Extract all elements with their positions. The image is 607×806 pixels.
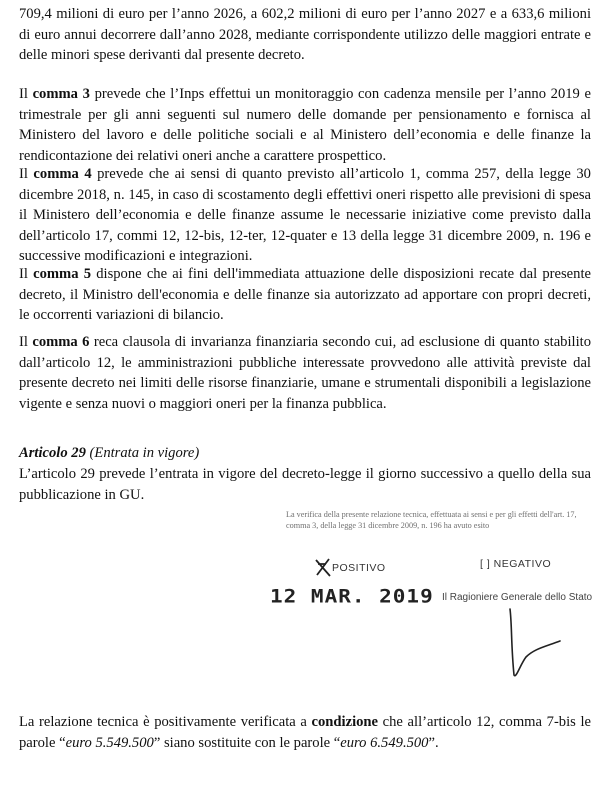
- comma-label: comma 3: [32, 86, 90, 102]
- paragraph-text: che all’articolo 12, comma 7-bis le parole “: [19, 714, 591, 751]
- handwritten-signature: [504, 605, 564, 685]
- stamp-option-negative: [ ] NEGATIVO: [480, 558, 552, 570]
- paragraph-comma-5: [19, 264, 591, 326]
- stamp-date: 12 MAR. 2019: [270, 585, 434, 607]
- paragraph-comma-4: [19, 164, 591, 267]
- amount-old: euro 5.549.500: [65, 734, 154, 751]
- stamp-note: La verifica della presente relazione tecnica, effettuata ai sensi e per gli effetti dell'art. 17, comma 3, della legge 31 dicembre 2009, n. 196 ha avuto esito: [286, 510, 577, 530]
- stamp-signatory-role: Il Ragioniere Generale dello Stato: [442, 592, 593, 603]
- comma-label: comma 6: [32, 334, 90, 350]
- article-29-heading: [19, 443, 199, 463]
- paragraph-conclusion: [19, 712, 591, 753]
- article-title: (Entrata in vigore): [85, 445, 200, 461]
- paragraph-lead: Il: [19, 166, 34, 182]
- paragraph-article-29: [19, 464, 591, 505]
- stamp-option-positive: POSITIVO: [332, 562, 386, 574]
- paragraph-text: dispone che ai fini dell'immediata attuazione delle disposizioni recate dal presente decreto, il Ministro dell'economia e delle finanze sia autorizzato ad apportare con propri decreti, le occorrenti variazioni di bilancio.: [19, 266, 591, 323]
- verification-stamp: [270, 510, 600, 680]
- paragraph-text: prevede che l’Inps effettui un monitoraggio con cadenza mensile per l’anno 2019 e trimestrale per gli anni seguenti sul numero delle domande per pensionamento e fornisca al Ministero del lavoro e delle politiche sociali e al Ministero dell’economia e delle finanze la rendicontazione dei relativi oneri anche a carattere prospettico.: [19, 86, 591, 164]
- amount-new: euro 6.549.500: [340, 734, 429, 751]
- paragraph-text: L’articolo 29 prevede l’entrata in vigore del decreto-legge il giorno successivo a quello della sua pubblicazione in GU.: [19, 466, 591, 503]
- article-number: Articolo 29: [19, 445, 86, 461]
- comma-label: comma 4: [33, 166, 92, 182]
- paragraph-text: reca clausola di invarianza finanziaria secondo cui, ad esclusione di quanto stabilito dall’articolo 12, le amministrazioni pubbliche interessate provvedono alle attività previste dal presente decreto nei limiti delle risorse finanziarie, umane e strumentali disponibili a legislazione vigente e senza nuovi o maggiori oneri per la finanza pubblica.: [19, 334, 591, 412]
- paragraph-funding: [19, 4, 591, 66]
- condition-word: condizione: [311, 714, 379, 730]
- paragraph-text: ”.: [428, 734, 439, 751]
- paragraph-lead: Il: [19, 334, 33, 350]
- check-mark-icon: [314, 556, 332, 578]
- comma-label: comma 5: [33, 266, 92, 282]
- paragraph-text: La relazione tecnica è positivamente verificata a: [19, 714, 312, 730]
- paragraph-text: ” siano sostituite con le parole “: [153, 734, 341, 751]
- paragraph-comma-6: [19, 332, 591, 414]
- paragraph-lead: Il: [19, 266, 34, 282]
- paragraph-text: prevede che ai sensi di quanto previsto all’articolo 1, comma 257, della legge 30 dicembre 2018, n. 145, in caso di scostamento degli effettivi oneri rispetto alle previsioni di spesa il Ministero dell’economia e delle finanze assume le necessarie iniziative come previsto dalla dell’articolo 17, commi 12, 12-bis, 12-ter, 12-quater e 13 della legge 31 dicembre 2009, n. 196 e successive modificazioni e integrazioni.: [19, 166, 591, 264]
- paragraph-lead: Il: [19, 86, 33, 102]
- paragraph-comma-3: [19, 84, 591, 166]
- paragraph-text: 709,4 milioni di euro per l’anno 2026, a 602,2 milioni di euro per l’anno 2027 e a 633,6 milioni di euro annui decorrere dall’anno 2028, mediante corrispondente utilizzo delle maggiori entrate e delle minori spese derivanti dal presente decreto.: [19, 6, 591, 63]
